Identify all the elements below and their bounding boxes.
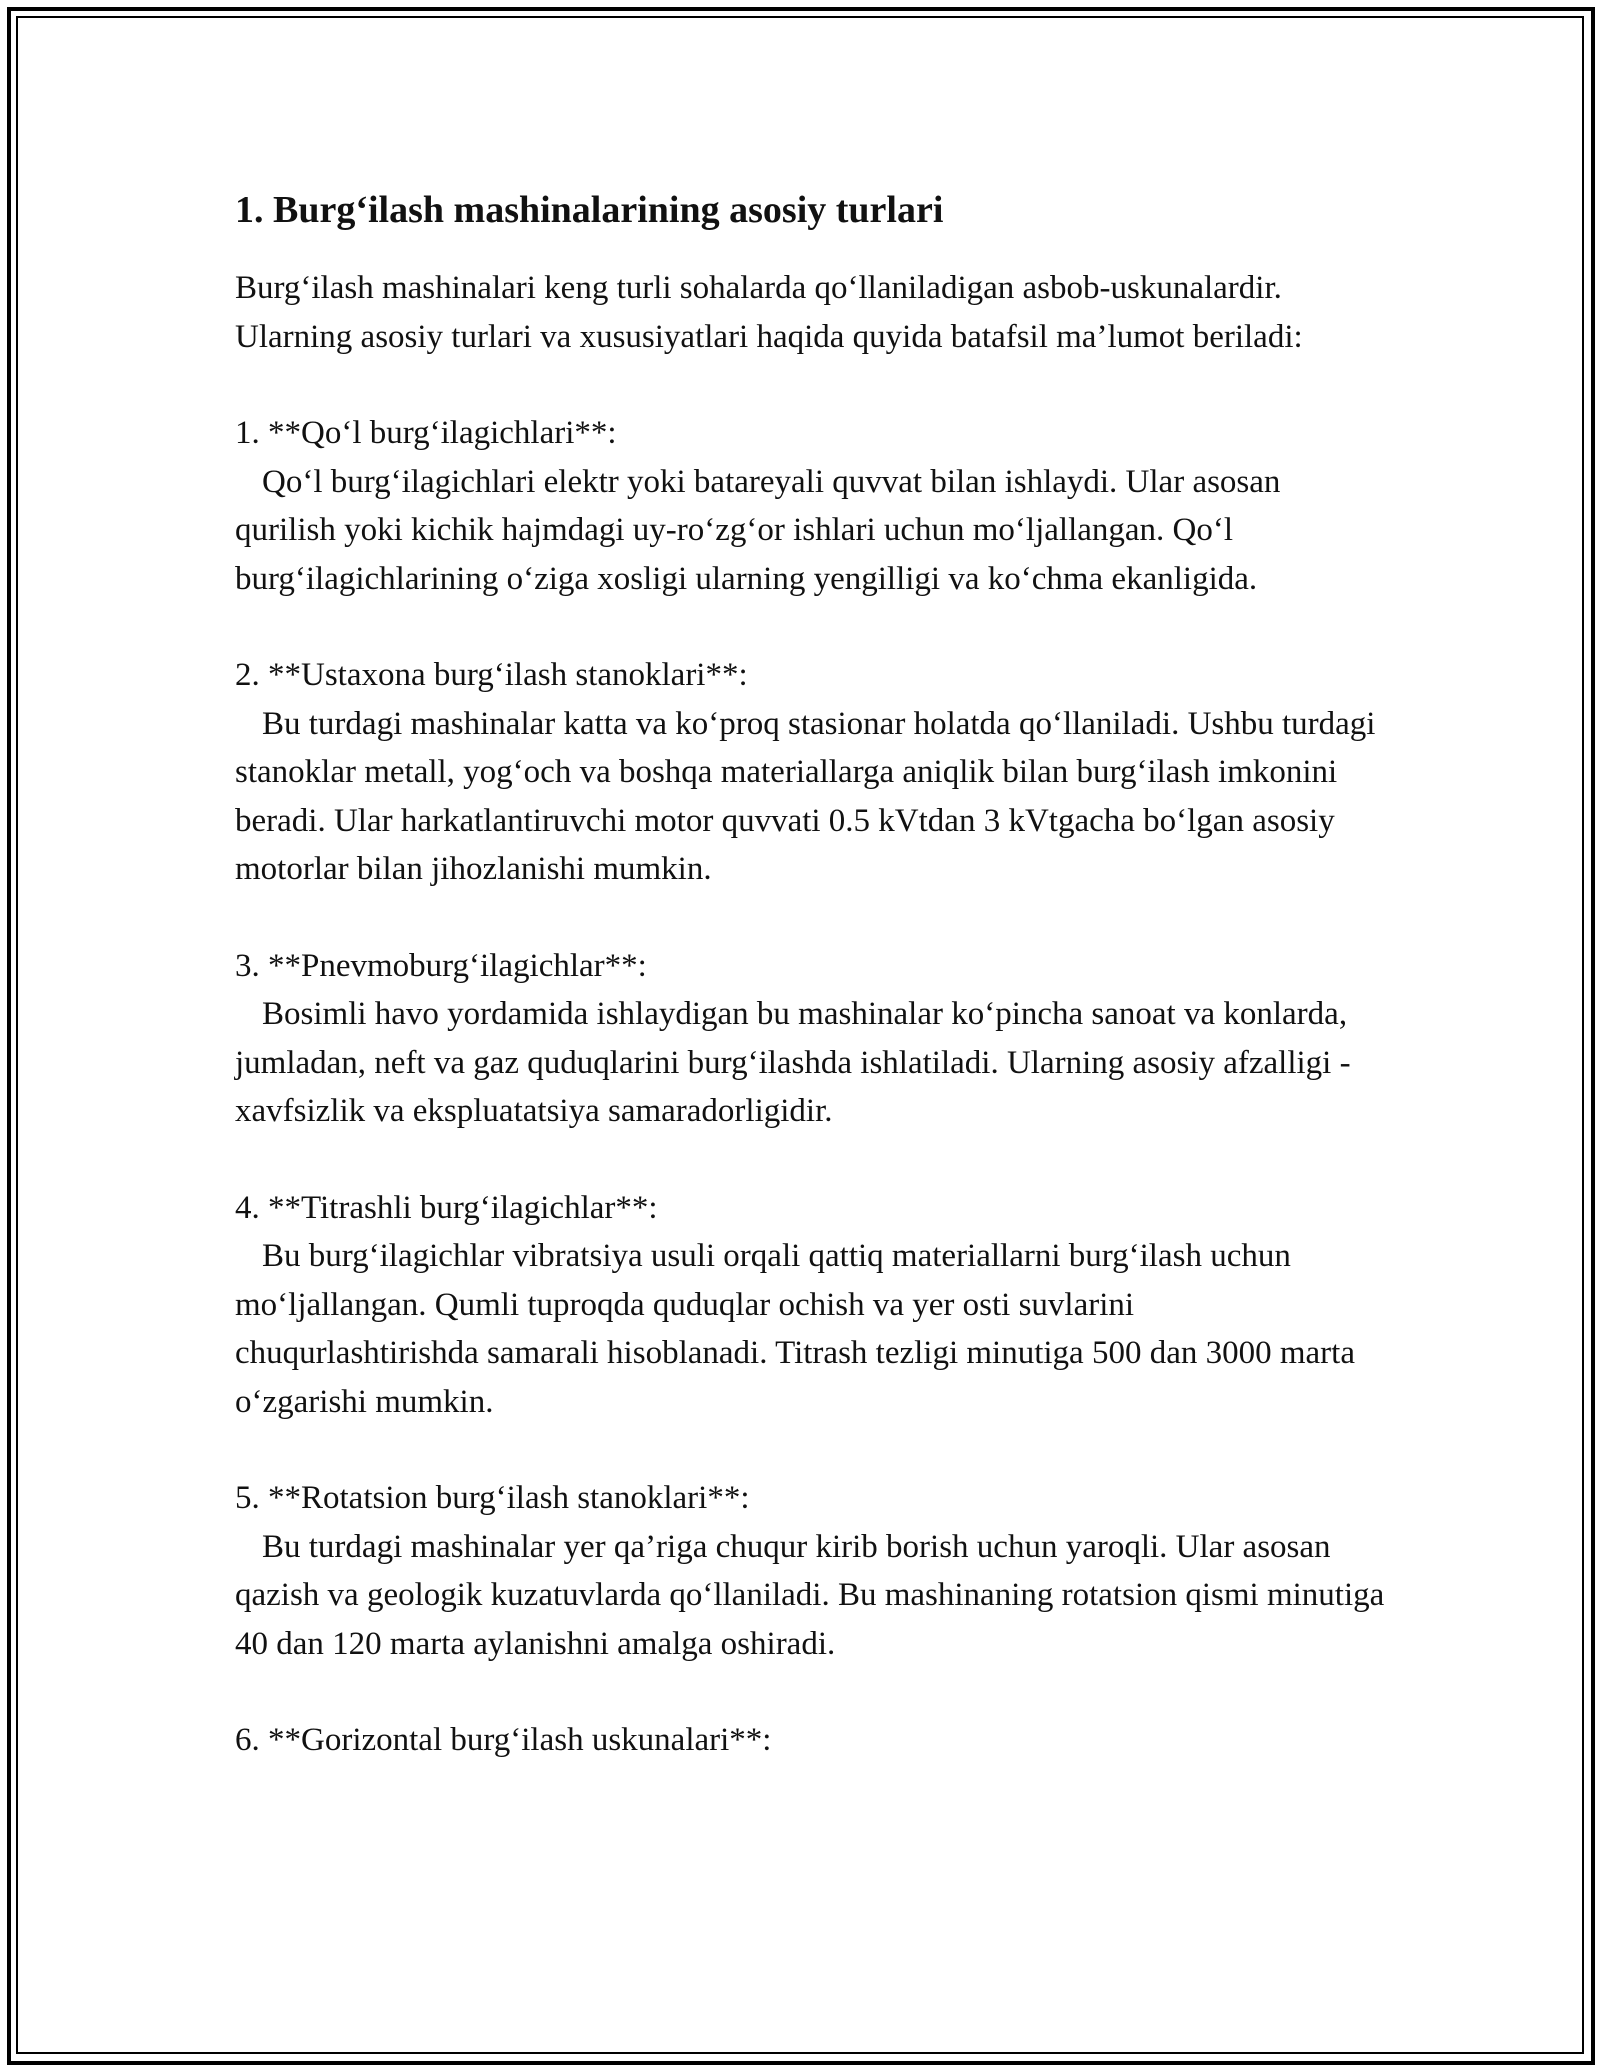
list-item — [235, 942, 1385, 1136]
list-item-heading: 3. **Pnevmoburg‘ilagichlar**: — [235, 947, 647, 984]
document-body — [235, 186, 1385, 1813]
list-item-heading: 5. **Rotatsion burg‘ilash stanoklari**: — [235, 1480, 750, 1516]
list-item — [235, 651, 1385, 894]
list-item-body: Bu turdagi mashinalar yer qa’riga chuqur kirib borish uchun yaroqli. Ular asosan qazish va geologik kuzatuvlarda qo‘llaniladi. Bu mashinaning rotatsion qismi minutiga 40 dan 120 marta aylanishni amalga oshiradi. — [235, 1528, 1385, 1662]
list-item — [235, 409, 1385, 603]
list-item-heading: 1. **Qo‘l burg‘ilagichlari**: — [235, 415, 617, 451]
list-item-heading: 6. **Gorizontal burg‘ilash uskunalari**: — [235, 1722, 772, 1758]
document-title: 1. Burg‘ilash mashinalarining asosiy turlari — [235, 189, 944, 231]
list-item-heading: 4. **Titrashli burg‘ilagichlar**: — [235, 1189, 658, 1226]
list-item — [235, 1474, 1385, 1668]
list-item-heading: 2. **Ustaxona burg‘ilash stanoklari**: — [235, 657, 748, 693]
list-item-body: Bosimli havo yordamida ishlaydigan bu mashinalar ko‘pincha sanoat va konlarda, jumladan, neft va gaz quduqlarini burg‘ilashda ishlatiladi. Ularning asosiy afzalligi - xavfsizlik va ekspluatatsiya samaradorligidir. — [235, 996, 1351, 1129]
intro-paragraph: Burg‘ilash mashinalari keng turli sohalarda qo‘llaniladigan asbob-uskunalardir. Ularning asosiy turlari va xususiyatlari haqida quyida batafsil ma’lumot beriladi: — [235, 270, 1303, 355]
list-item — [235, 1184, 1385, 1427]
list-item — [235, 1716, 1385, 1765]
list-item-body: Qo‘l burg‘ilagichlari elektr yoki batareyali quvvat bilan ishlaydi. Ular asosan qurilish yoki kichik hajmdagi uy-ro‘zg‘or ishlari uchun mo‘ljallangan. Qo‘l burg‘ilagichlarining o‘ziga xosligi ularning yengilligi va ko‘chma ekanligida. — [235, 463, 1281, 597]
list-item-body: Bu burg‘ilagichlar vibratsiya usuli orqali qattiq materiallarni burg‘ilash uchun mo‘ljallangan. Qumli tuproqda quduqlar ochish va yer osti suvlarini chuqurlashtirishda samarali hisoblanadi. Titrash tezligi minutiga 500 dan 3000 marta o‘zgarishi mumkin. — [235, 1238, 1355, 1420]
list-item-body: Bu turdagi mashinalar katta va ko‘proq stasionar holatda qo‘llaniladi. Ushbu turdagi stanoklar metall, yog‘och va boshqa materiallarga aniqlik bilan burg‘ilash imkonini beradi. Ular harkatlantiruvchi motor quvvati 0.5 kVtdan 3 kVtgacha bo‘lgan asosiy motorlar bilan jihozlanishi mumkin. — [235, 705, 1376, 887]
